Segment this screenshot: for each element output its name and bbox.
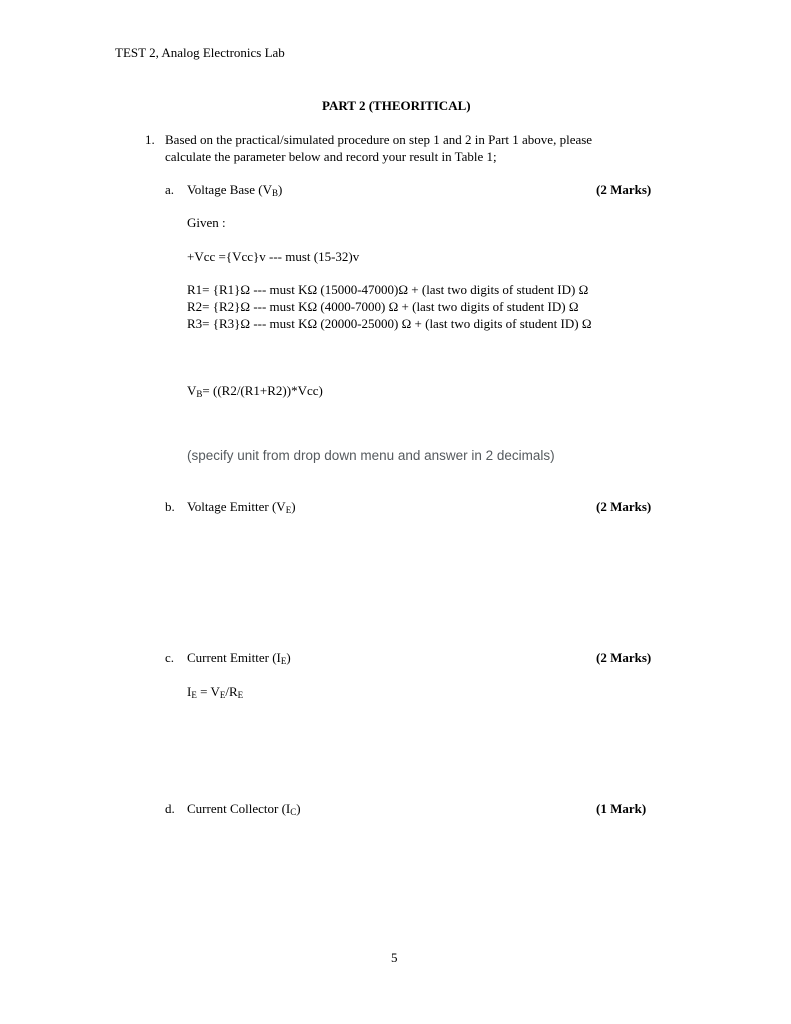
question-text-line-2: calculate the parameter below and record your result in Table 1;	[165, 149, 497, 164]
r3-line: R3= {R3}Ω --- must KΩ (20000-25000) Ω + (last two digits of student ID) Ω	[187, 316, 592, 331]
ie-formula: $I_E = V_E/R_E$	[187, 684, 244, 700]
question-text-line-1: Based on the practical/simulated procedure on step 1 and 2 in Part 1 above, please	[165, 132, 593, 147]
page-number: 5	[391, 950, 398, 965]
question-number: 1.	[145, 132, 155, 147]
item-b-label: Voltage Emitter $(V_E)$	[187, 499, 296, 515]
vb-formula: $V_B= ((R2/(R1+R2))*Vcc)$	[187, 383, 323, 399]
vcc-line: +Vcc ={Vcc}v --- must (15-32)v	[187, 249, 360, 264]
item-a-marks: (2 Marks)	[596, 182, 652, 197]
item-b-letter: b.	[165, 499, 175, 514]
item-a-label: Voltage Base $(V_B)$	[187, 182, 283, 198]
unit-hint-text: (specify unit from drop down menu and answer in 2 decimals)	[187, 448, 555, 463]
item-b-marks: (2 Marks)	[596, 499, 652, 514]
r2-line: R2= {R2}Ω --- must KΩ (4000-7000) Ω + (last two digits of student ID) Ω	[187, 299, 579, 314]
item-d-letter: d.	[165, 801, 175, 816]
item-c-marks: (2 Marks)	[596, 650, 652, 665]
item-d-label: Current Collector $(I_C)$	[187, 801, 301, 817]
item-c-label: Current Emitter $(I_E)$	[187, 650, 291, 666]
item-c-letter: c.	[165, 650, 175, 665]
section-title: PART 2 (THEORITICAL)	[322, 98, 471, 113]
item-a-letter: a.	[165, 182, 175, 197]
document-header: TEST 2, Analog Electronics Lab	[115, 45, 285, 60]
item-d-marks: (1 Mark)	[596, 801, 647, 816]
given-label: Given :	[187, 215, 226, 230]
r1-line: R1= {R1}Ω --- must KΩ (15000-47000)Ω + (last two digits of student ID) Ω	[187, 282, 589, 297]
